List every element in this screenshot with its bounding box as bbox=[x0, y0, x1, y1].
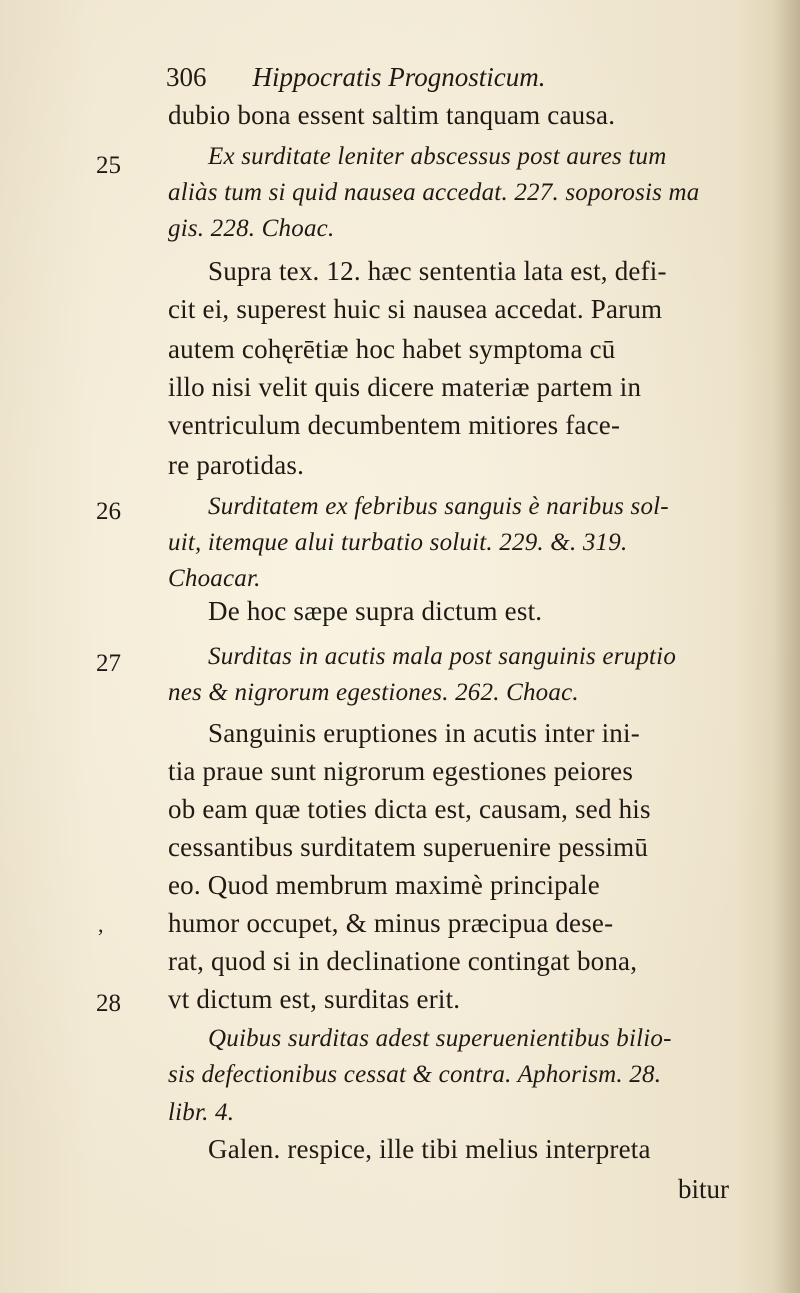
aphorism-line: Ex surditate leniter abscessus post aures tum bbox=[208, 143, 667, 170]
commentary-line: Galen. respice, ille tibi melius interpreta bbox=[208, 1134, 651, 1164]
running-title: Hippocratis Prognosticum. bbox=[252, 62, 546, 92]
catchword: bitur bbox=[678, 1174, 729, 1204]
commentary-line: Supra tex. 12. hæc sententia lata est, defi- bbox=[208, 256, 667, 286]
aphorism-line: Quibus surditas adest superuenientibus bilio- bbox=[208, 1025, 672, 1052]
margin-number: 26 bbox=[96, 498, 121, 525]
page-edge-shadow bbox=[774, 0, 800, 1293]
aphorism-line: libr. 4. bbox=[168, 1099, 235, 1126]
commentary-line: autem cohęrētiæ hoc habet symptoma cū bbox=[168, 334, 616, 364]
commentary-line: cessantibus surditatem superuenire pessimū bbox=[168, 832, 649, 862]
aphorism-line: gis. 228. Choac. bbox=[168, 215, 335, 242]
aphorism-line: aliàs tum si quid nausea accedat. 227. soporosis ma bbox=[168, 179, 700, 206]
margin-mark: , bbox=[98, 912, 104, 937]
text-line: dubio bona essent saltim tanquam causa. bbox=[168, 100, 616, 130]
margin-number: 25 bbox=[96, 152, 121, 179]
commentary-line: rat, quod si in declinatione contingat bona, bbox=[168, 946, 638, 976]
aphorism-line: Surditas in acutis mala post sanguinis eruptio bbox=[208, 643, 677, 670]
commentary-line: tia praue sunt nigrorum egestiones peiores bbox=[168, 756, 634, 786]
margin-number: 27 bbox=[96, 650, 121, 677]
commentary-line: re parotidas. bbox=[168, 450, 305, 480]
commentary-line: ventriculum decumbentem mitiores face- bbox=[168, 410, 621, 440]
aphorism-line: Choacar. bbox=[168, 565, 261, 592]
page-header bbox=[166, 62, 546, 93]
margin-number: 28 bbox=[96, 990, 121, 1017]
commentary-line: illo nisi velit quis dicere materiæ partem in bbox=[168, 372, 642, 402]
commentary-line: ob eam quæ toties dicta est, causam, sed his bbox=[168, 794, 651, 824]
commentary-line: eo. Quod membrum maximè principale bbox=[168, 870, 600, 900]
page-number: 306 bbox=[166, 62, 207, 92]
commentary-line: Sanguinis eruptiones in acutis inter ini- bbox=[208, 718, 640, 748]
aphorism-line: nes & nigrorum egestiones. 262. Choac. bbox=[168, 679, 579, 706]
commentary-line: vt dictum est, surditas erit. bbox=[168, 984, 461, 1014]
commentary-line: cit ei, superest huic si nausea accedat. Parum bbox=[168, 294, 663, 324]
aphorism-line: Surditatem ex febribus sanguis è naribus sol- bbox=[208, 493, 669, 520]
commentary-line: humor occupet, & minus præcipua dese- bbox=[168, 908, 614, 938]
aphorism-line: sis defectionibus cessat & contra. Aphorism. 28. bbox=[168, 1061, 662, 1088]
commentary-line: De hoc sæpe supra dictum est. bbox=[208, 596, 543, 626]
aphorism-line: uit, itemque alui turbatio soluit. 229. &. 319. bbox=[168, 529, 628, 556]
